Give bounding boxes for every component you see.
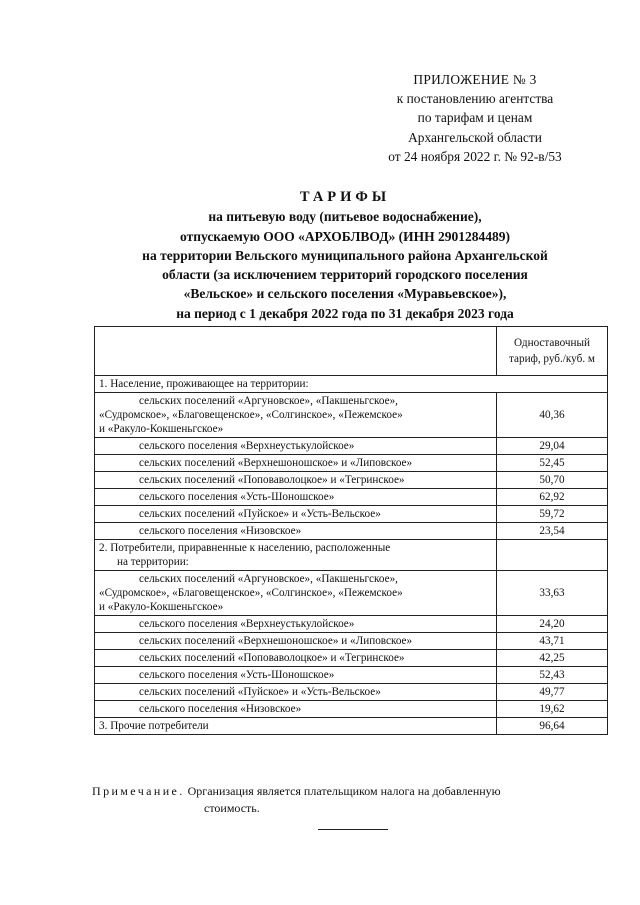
title-line: на территории Вельского муниципального района Архангельской [142,247,548,263]
row-value: 42,25 [497,650,608,667]
row-value: 40,36 [497,393,608,438]
note-text: Организация является плательщиком налога на добавленную [187,784,501,798]
row-value: 50,70 [497,472,608,489]
empty-value-cell [497,540,608,571]
appendix-header [340,70,610,166]
row-value: 23,54 [497,523,608,540]
row-name: сельских поселений «Верхнешоношское» и «Липовское» [95,455,497,472]
row-name: сельского поселения «Верхнеустькулойское» [95,616,497,633]
main-title: ТАРИФЫ [299,189,391,205]
table-row [95,455,608,472]
section-row [95,376,608,393]
row-value: 62,92 [497,489,608,506]
table-row [95,472,608,489]
row-value: 59,72 [497,506,608,523]
title-line: «Вельское» и сельского поселения «Муравьевское»), [183,286,507,302]
row-name: сельских поселений «Поповаволоцкое» и «Тегринское» [95,650,497,667]
row-value: 49,77 [497,684,608,701]
closing-divider [318,829,388,830]
row-name-line: «Судромское», «Благовещенское», «Солгинское», «Пежемское» [99,587,403,599]
row-name: сельских поселений «Поповаволоцкое» и «Тегринское» [95,472,497,489]
table-row [95,616,608,633]
row-name: сельского поселения «Усть-Шоношское» [95,667,497,684]
row-name: сельских поселений «Пуйское» и «Усть-Вельское» [95,684,497,701]
table-header-row [95,327,608,376]
table-row [95,633,608,650]
section-row [95,718,608,735]
note-text-continued: стоимость. [204,801,260,815]
title-line: на питьевую воду (питьевое водоснабжение), [208,209,482,225]
row-value: 29,04 [497,438,608,455]
row-name-line: и «Ракуло-Кокшеньгское» [99,423,224,435]
row-name-line: и «Ракуло-Кокшеньгское» [99,601,224,613]
appendix-line: к постановлению агентства [396,91,554,107]
row-name [95,393,497,438]
row-value: 43,71 [497,633,608,650]
section-row [95,540,608,571]
appendix-line: по тарифам и ценам [417,110,533,126]
table-row [95,667,608,684]
table-row [95,438,608,455]
table-row [95,571,608,616]
row-name-line: сельских поселений «Аргуновское», «Пакшеньгское», [139,395,398,407]
row-name: сельских поселений «Пуйское» и «Усть-Вельское» [95,506,497,523]
appendix-line: Архангельской области [408,129,542,145]
section-title-line: на территории: [117,556,189,568]
table-row [95,684,608,701]
document-title [80,188,610,323]
table-row [95,489,608,506]
title-line: отпускаемую ООО «АРХОБЛВОД» (ИНН 2901284489) [180,228,510,244]
appendix-date-line: от 24 ноября 2022 г. № 92-в/53 [388,148,562,164]
appendix-title: ПРИЛОЖЕНИЕ № 3 [413,72,537,87]
row-value: 19,62 [497,701,608,718]
row-name-line: «Судромское», «Благовещенское», «Солгинское», «Пежемское» [99,409,403,421]
table-row [95,506,608,523]
title-line: области (за исключением территорий городского поселения [162,267,528,283]
row-name [95,571,497,616]
row-name-line [99,572,492,586]
row-name: сельского поселения «Верхнеустькулойское» [95,438,497,455]
row-value: 24,20 [497,616,608,633]
section-title-line: 2. Потребители, приравненные к населению, расположенные [99,542,391,554]
section-title: 1. Население, проживающее на территории: [95,376,608,393]
header-value-cell: Одноставочный тариф, руб./куб. м [497,327,608,376]
row-name: сельского поселения «Усть-Шоношское» [95,489,497,506]
footnote [92,783,608,817]
section-title: 3. Прочие потребители [95,718,497,735]
table-row [95,701,608,718]
row-value: 33,63 [497,571,608,616]
note-label: Примечание. [92,784,185,798]
table-row [95,393,608,438]
tariff-table [94,326,608,735]
title-line: на период с 1 декабря 2022 года по 31 декабря 2023 года [176,305,514,321]
row-name: сельского поселения «Низовское» [95,701,497,718]
row-value: 52,45 [497,455,608,472]
row-name: сельских поселений «Верхнешоношское» и «Липовское» [95,633,497,650]
row-name: сельского поселения «Низовское» [95,523,497,540]
row-value: 96,64 [497,718,608,735]
section-title [95,540,497,571]
header-empty-cell [95,327,497,376]
row-name-text: сельских поселений «Аргуновское», «Пакшеньгское», [139,573,398,585]
table-row [95,650,608,667]
row-value: 52,43 [497,667,608,684]
table-row [95,523,608,540]
